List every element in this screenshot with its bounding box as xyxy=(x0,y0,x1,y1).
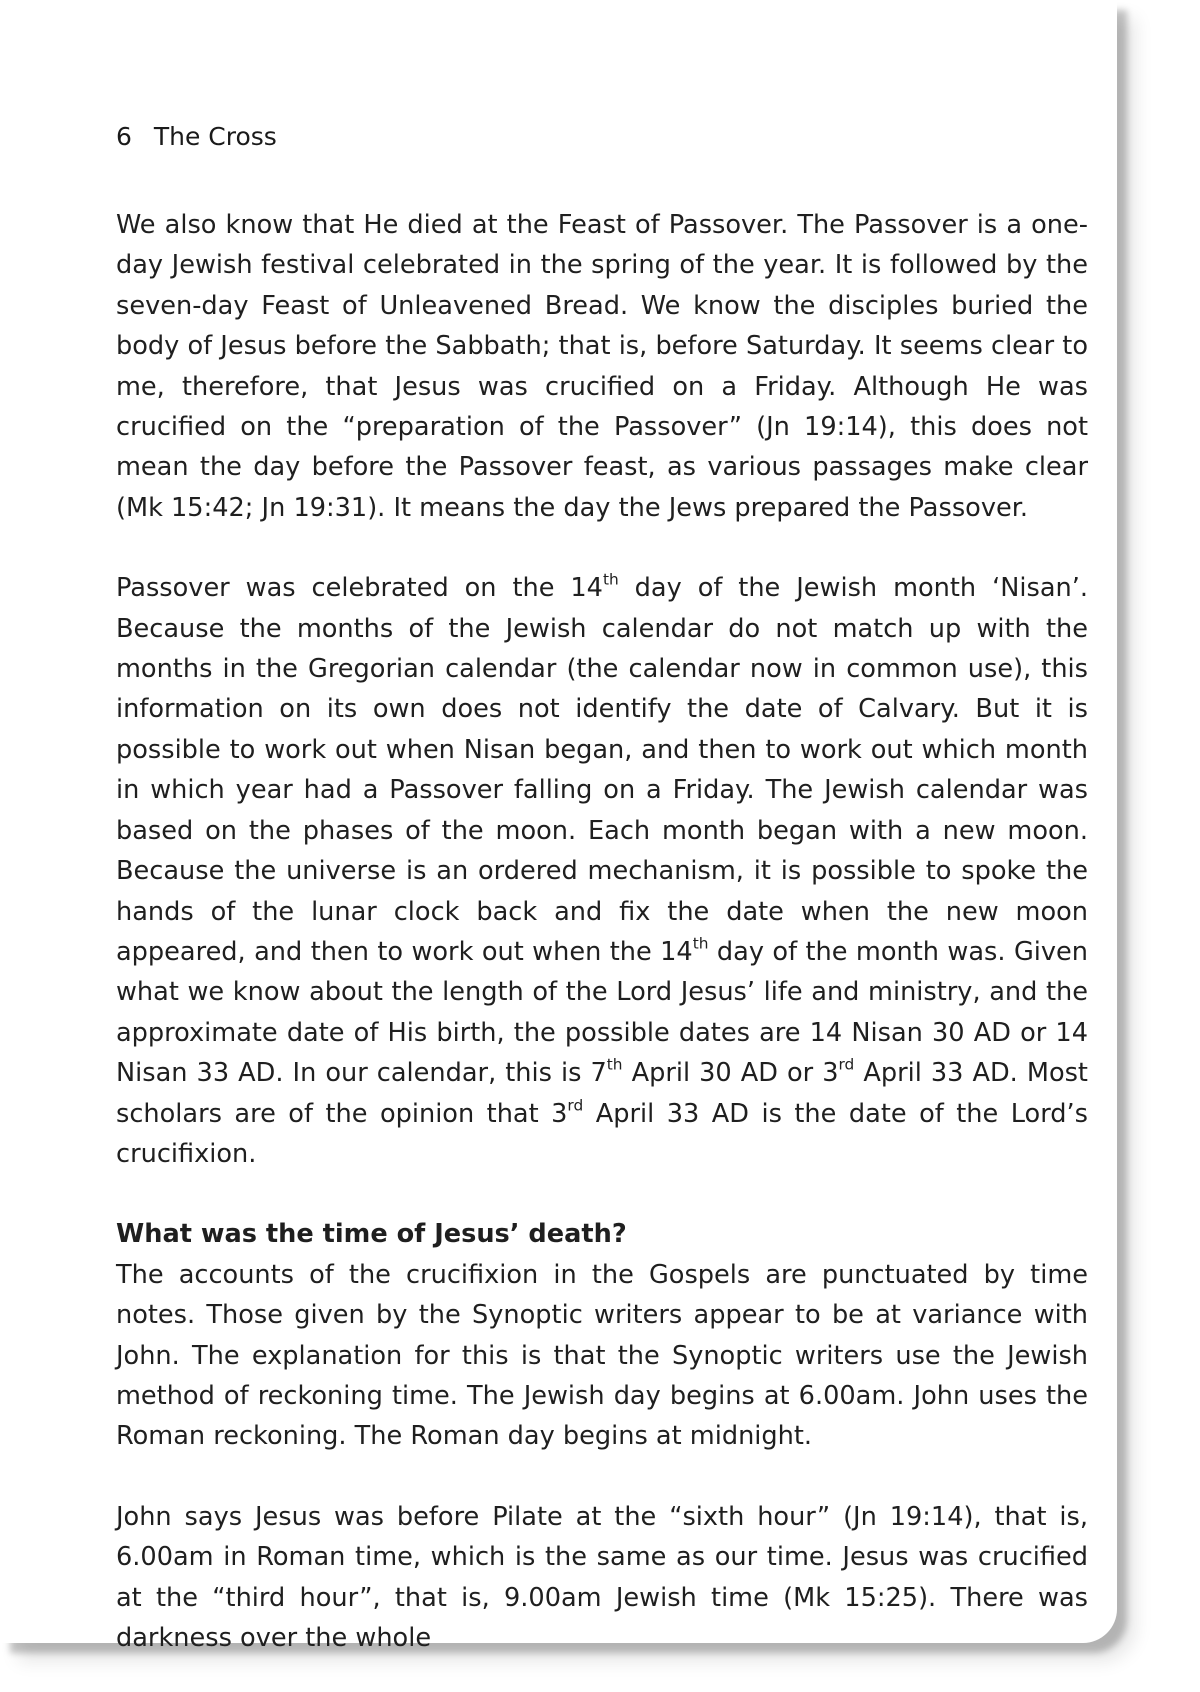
ordinal-suffix: th xyxy=(692,934,709,953)
paragraph-nisan-dating xyxy=(116,568,1088,1174)
running-title: The Cross xyxy=(153,122,277,151)
paragraph-passover-feast: We also know that He died at the Feast of Passover. The Passover is a one-day Jewish festival celebrated in the spring of the year. It is followed by the seven-day Feast of Unleavened Bread. We know the disciples buried the body of Jesus before the Sabbath; that is, before Saturday. It seems clear to me, therefore, that Jesus was crucified on a Friday. Although He was crucified on the “preparation of the Passover” (Jn 19:14), this does not mean the day before the Passover feast, as various passages make clear (Mk 15:42; Jn 19:31). It means the day the Jews prepared the Passover. xyxy=(116,210,1088,523)
body-text xyxy=(116,205,1088,1658)
ordinal-suffix: rd xyxy=(838,1055,855,1074)
text-run: April 33 AD. Most scholars are of the opinion that 3 xyxy=(116,1058,1088,1129)
ordinal-suffix: rd xyxy=(567,1096,584,1115)
running-header xyxy=(116,122,277,151)
page-number: 6 xyxy=(116,122,132,151)
ordinal-suffix: th xyxy=(606,1055,623,1074)
text-run: day of the month was. Given what we know about the length of the Lord Jesus’ life and ministry, and the approximate date of His birth, the possible dates are 14 Nisan 30 AD or 14 Nisan 33 AD. In our calendar, this is 7 xyxy=(116,936,1088,1089)
text-run: April 33 AD is the date of the Lord’s crucifixion. xyxy=(116,1098,1088,1169)
text-run: Passover was celebrated on the 14 xyxy=(116,573,603,604)
paragraph-time-reckoning: The accounts of the crucifixion in the Gospels are punctuated by time notes. Those given by the Synoptic writers appear to be at variance with John. The explanation for this is that the Synoptic writers use the Jewish method of reckoning time. The Jewish day begins at 6.00am. John uses the Roman reckoning. The Roman day begins at midnight. xyxy=(116,1259,1088,1452)
section-heading: What was the time of Jesus’ death? xyxy=(116,1219,627,1250)
text-run: April 30 AD or 3 xyxy=(622,1058,839,1089)
ordinal-suffix: th xyxy=(602,570,619,589)
text-run: day of the Jewish month ‘Nisan’. Because the months of the Jewish calendar do not match up with the months in the Gregorian calendar (the calendar now in common use), this information on its own does not identify the date of Calvary. But it is possible to work out when Nisan began, and then to work out which month in which year had a Passover falling on a Friday. The Jewish calendar was based on the phases of the moon. Each month began with a new moon. Because the universe is an ordered mechanism, it is possible to spoke the hands of the lunar clock back and fix the date when the new moon appeared, and then to work out when the 14 xyxy=(116,573,1088,967)
paragraph-pilate-sixth-hour: John says Jesus was before Pilate at the “sixth hour” (Jn 19:14), that is, 6.00am in Roman time, which is the same as our time. Jesus was crucified at the “third hour”, that is, 9.00am Jewish time (Mk 15:25). There was darkness over the whole xyxy=(116,1501,1088,1653)
